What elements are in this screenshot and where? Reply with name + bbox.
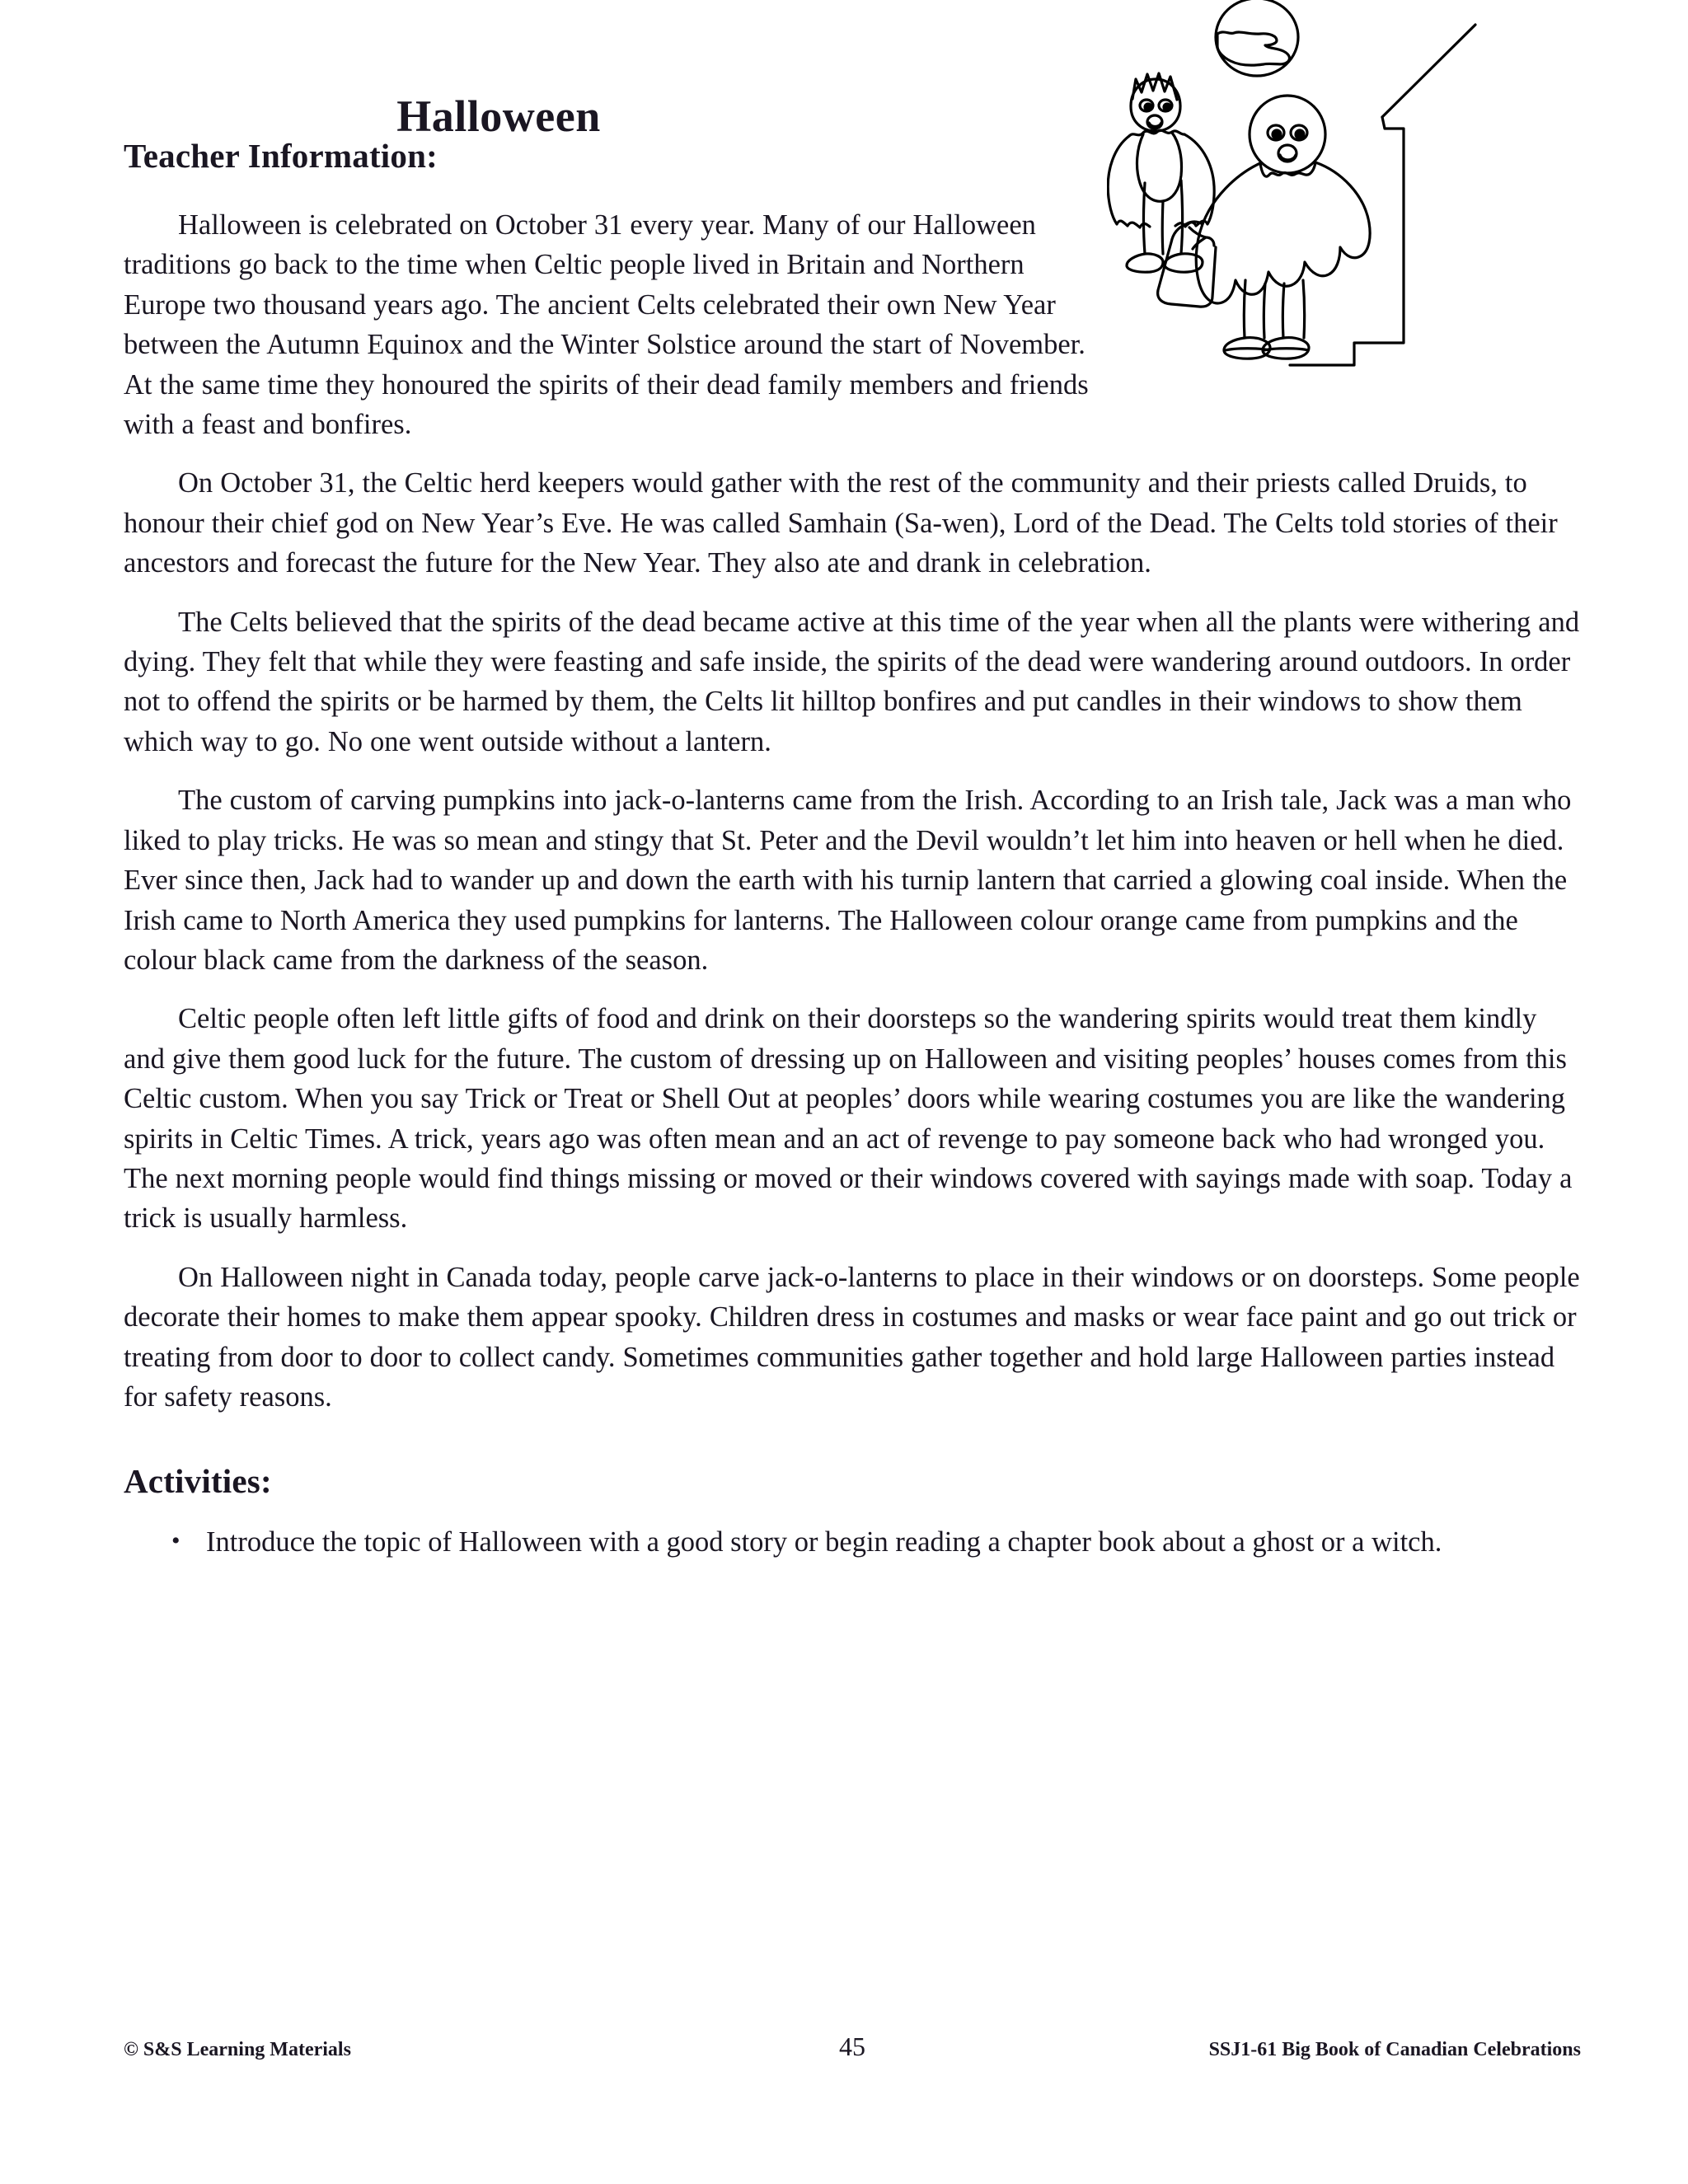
- footer-page-number: 45: [838, 2032, 865, 2061]
- activities-list: [124, 1522, 1581, 1562]
- ghost-costume-with-treat-bag-icon: [1158, 96, 1371, 359]
- bullet-icon: •: [171, 1527, 181, 1555]
- teacher-information-heading: Teacher Information:: [124, 137, 438, 175]
- paragraph-3: The Celts believed that the spirits of the dead became active at this time of the year when all the plants were withering and dying. They felt that while they were feasting and safe inside, the spirits of the dead were wandering around outdoors. In order not to offend the spirits or be harmed by them, the Celts lit hilltop bonfires and put candles in their windows to show them which way to go. No one went outside without a lantern.: [124, 606, 1580, 757]
- footer-book-title: SSJ1-61 Big Book of Canadian Celebrations: [1208, 2039, 1581, 2060]
- paragraph-2: On October 31, the Celtic herd keepers would gather with the rest of the community and their priests called Druids, to honour their chief god on New Year’s Eve. He was called Samhain (Sa-wen), Lord of the Dead. The Celts told stories of their ancestors and forecast the future for the New Year. They also ate and drank in celebration.: [124, 467, 1558, 579]
- paragraph-6: On Halloween night in Canada today, people carve jack-o-lanterns to place in their windows or on doorsteps. Some people decorate their homes to make them appear spooky. Children dress in costumes and masks or wear face paint and go out trick or treating from door to door to collect candy. Sometimes communities gather together and hold large Halloween parties instead for safety reasons.: [124, 1261, 1580, 1413]
- halloween-illustration: [1107, 0, 1503, 387]
- activity-item-text: Introduce the topic of Halloween with a good story or begin reading a chapter book about a ghost or a witch.: [206, 1526, 1442, 1558]
- page-footer: [124, 2032, 1581, 2062]
- full-moon-icon: [1216, 0, 1298, 76]
- footer-copyright: © S&S Learning Materials: [124, 2039, 351, 2060]
- page-title: Halloween: [396, 91, 601, 141]
- activities-heading: Activities:: [124, 1462, 272, 1501]
- house-roofline-and-steps-icon: [1290, 25, 1475, 365]
- paragraph-1: Halloween is celebrated on October 31 every year. Many of our Halloween traditions go back to the time when Celtic people lived in Britain and Northern Europe two thousand years ago. The ancient Celts celebrated their own New Year between the Autumn Equinox and the Winter Solstice around the start of November. At the same time they honoured the spirits of their dead family members and friends with a feast and bonfires.: [124, 209, 1089, 441]
- page-content: [124, 0, 1581, 1571]
- list-item: [171, 1522, 1581, 1562]
- paragraph-5: Celtic people often left little gifts of food and drink on their doorsteps so the wandering spirits would treat them kindly and give them good luck for the future. The custom of dressing up on Halloween and visiting peoples’ houses comes from this Celtic custom. When you say Trick or Treat or Shell Out at peoples’ doors while wearing costumes you are like the wandering spirits in Celtic Times. A trick, years ago was often mean and an act of revenge to pay someone back who had wronged you. The next morning people would find things missing or moved or their windows covered with sayings made with soap. Today a trick is usually harmless.: [124, 1003, 1573, 1235]
- paragraph-4: The custom of carving pumpkins into jack-o-lanterns came from the Irish. According to an Irish tale, Jack was a man who liked to play tricks. He was so mean and stingy that St. Peter and the Devil wouldn’t let him into heaven or hell when he died. Ever since then, Jack had to wander up and down the earth with his turnip lantern that carried a glowing coal inside. When the Irish came to North America they used pumpkins for lanterns. The Halloween colour orange came from pumpkins and the colour black came from the darkness of the season.: [124, 785, 1572, 976]
